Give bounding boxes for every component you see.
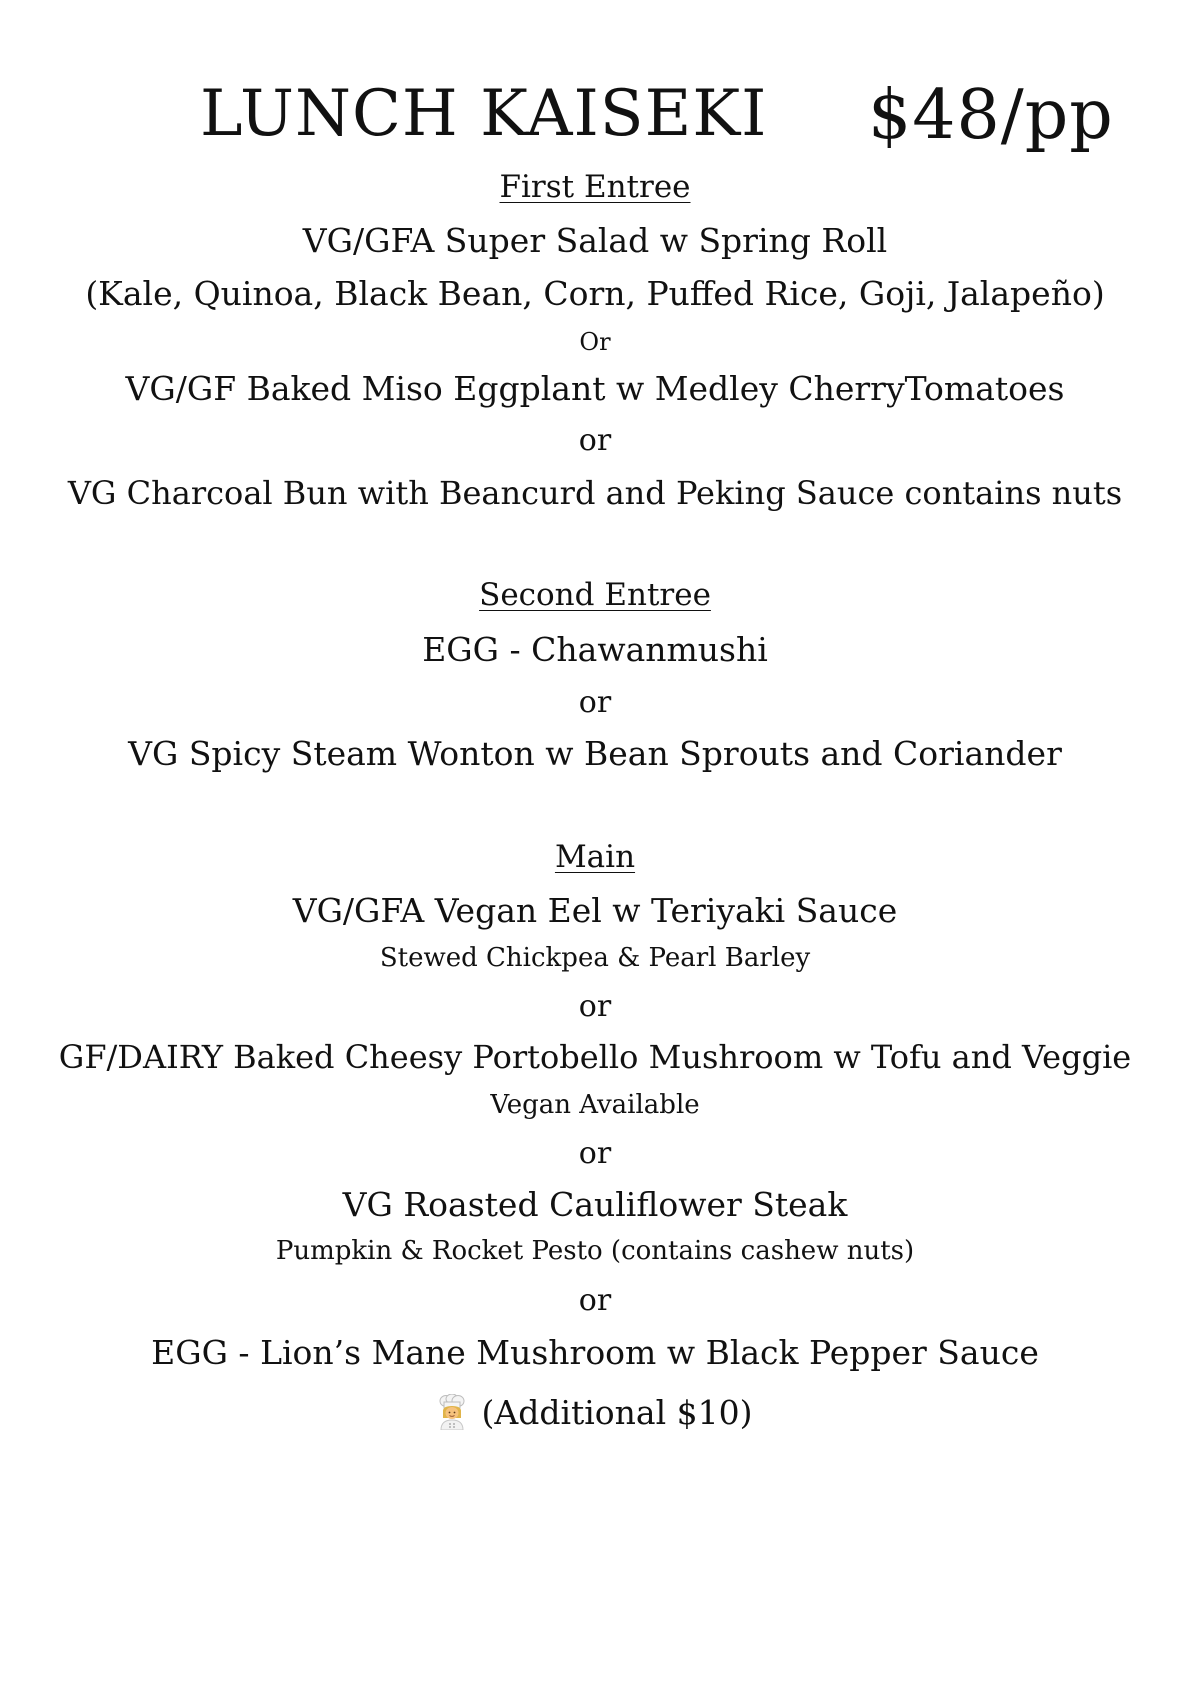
main-item-4-extra: (Additional $10) [481, 1393, 753, 1432]
menu-title: LUNCH KAISEKI [200, 77, 768, 151]
main-item-3-note: Pumpkin & Rocket Pesto (contains cashew nuts) [275, 1236, 915, 1266]
second-entree-separator-1: or [578, 685, 612, 720]
first-entree-heading: First Entree [499, 169, 691, 205]
main-item-2: GF/DAIRY Baked Cheesy Portobello Mushroom w Tofu and Veggie [58, 1038, 1132, 1076]
first-entree-item-2: VG/GF Baked Miso Eggplant w Medley CherryTomatoes [125, 369, 1065, 408]
chef-icon [437, 1394, 467, 1430]
main-heading: Main [554, 839, 636, 875]
main-separator-1: or [578, 989, 612, 1024]
main-item-1: VG/GFA Vegan Eel w Teriyaki Sauce [292, 891, 898, 930]
main-separator-2: or [578, 1136, 612, 1171]
main-item-4-extra-row [0, 1394, 1190, 1430]
second-entree-item-1: EGG - Chawanmushi [422, 630, 768, 669]
main-item-4: EGG - Lion’s Mane Mushroom w Black Pepper Sauce [151, 1333, 1039, 1372]
main-item-2-note: Vegan Available [490, 1090, 700, 1120]
first-entree-separator-2: or [578, 423, 612, 458]
first-entree-item-1: VG/GFA Super Salad w Spring Roll [302, 221, 888, 260]
menu-price: $48/pp [868, 76, 1114, 155]
second-entree-heading: Second Entree [479, 577, 711, 613]
main-item-1-note: Stewed Chickpea & Pearl Barley [379, 943, 811, 973]
first-entree-separator-1: Or [579, 328, 611, 356]
main-item-3: VG Roasted Cauliflower Steak [342, 1185, 848, 1224]
main-separator-3: or [578, 1283, 612, 1318]
second-entree-item-2: VG Spicy Steam Wonton w Bean Sprouts and Coriander [128, 734, 1062, 773]
first-entree-item-3: VG Charcoal Bun with Beancurd and Peking Sauce contains nuts [67, 474, 1123, 512]
first-entree-item-1-detail: (Kale, Quinoa, Black Bean, Corn, Puffed Rice, Goji, Jalapeño) [85, 274, 1105, 313]
